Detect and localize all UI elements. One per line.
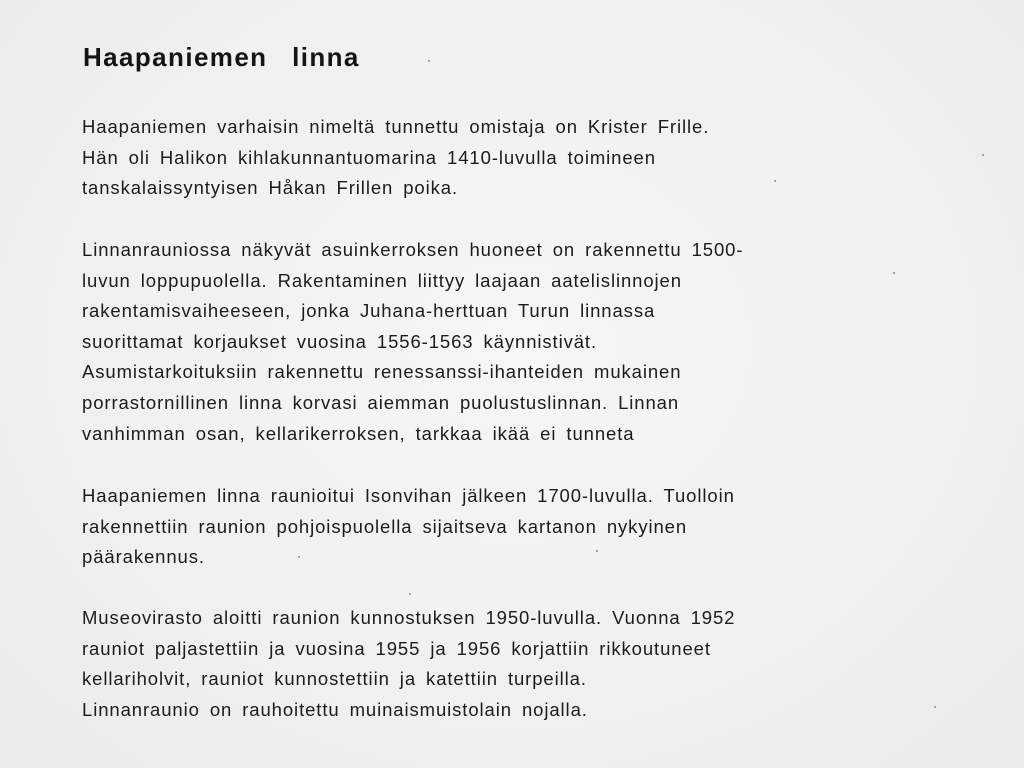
paragraph-line: Haapaniemen varhaisin nimeltä tunnettu omistaja on Krister Frille.	[82, 116, 710, 137]
paragraph-ownership	[82, 112, 842, 204]
paragraph-line: rakennettiin raunion pohjoispuolella sijaitseva kartanon nykyinen	[82, 515, 688, 537]
paragraph-line: kellariholvit, rauniot kunnostettiin ja katettiin turpeilla.	[82, 668, 587, 690]
paper-speck	[774, 180, 776, 182]
paragraph-line: suorittamat korjaukset vuosina 1556-1563 käynnistivät.	[82, 330, 598, 352]
paragraph-restoration	[82, 603, 842, 725]
paragraph-line: Hän oli Halikon kihlakunnantuomarina 1410-luvulla toimineen	[82, 146, 656, 168]
paper-speck	[298, 556, 300, 558]
paper-speck	[428, 60, 430, 62]
paragraph-line: vanhimman osan, kellarikerroksen, tarkkaa ikää ei tunneta	[82, 422, 635, 444]
paragraph-line: Linnanrauniossa näkyvät asuinkerroksen huoneet on rakennettu 1500-	[82, 239, 744, 260]
paragraph-construction	[82, 235, 842, 449]
paper-speck	[409, 593, 411, 595]
paragraph-line: päärakennus.	[82, 546, 205, 568]
paper-speck	[893, 272, 895, 274]
paragraph-line: rakentamisvaiheeseen, jonka Juhana-herttuan Turun linnassa	[82, 300, 656, 322]
paragraph-line: porrastornillinen linna korvasi aiemman puolustuslinnan. Linnan	[82, 391, 680, 413]
document-title: Haapaniemen linna	[83, 42, 360, 72]
paper-speck	[934, 706, 936, 708]
paper-speck	[982, 154, 984, 156]
paragraph-line: tanskalaissyntyisen Håkan Frillen poika.	[82, 177, 459, 199]
paragraph-line: Haapaniemen linna raunioitui Isonvihan jälkeen 1700-luvulla. Tuolloin	[82, 485, 735, 506]
paragraph-line: luvun loppupuolella. Rakentaminen liittyy laajaan aatelislinnojen	[82, 269, 682, 291]
paragraph-line: rauniot paljastettiin ja vuosina 1955 ja 1956 korjattiin rikkoutuneet	[82, 637, 711, 659]
paper-speck	[596, 550, 598, 552]
paragraph-ruin	[82, 481, 842, 573]
paragraph-line: Asumistarkoituksiin rakennettu renessanssi-ihanteiden mukainen	[82, 361, 682, 383]
paragraph-line: Museovirasto aloitti raunion kunnostuksen 1950-luvulla. Vuonna 1952	[82, 607, 736, 628]
paragraph-line: Linnanraunio on rauhoitettu muinaismuistolain nojalla.	[82, 698, 588, 720]
